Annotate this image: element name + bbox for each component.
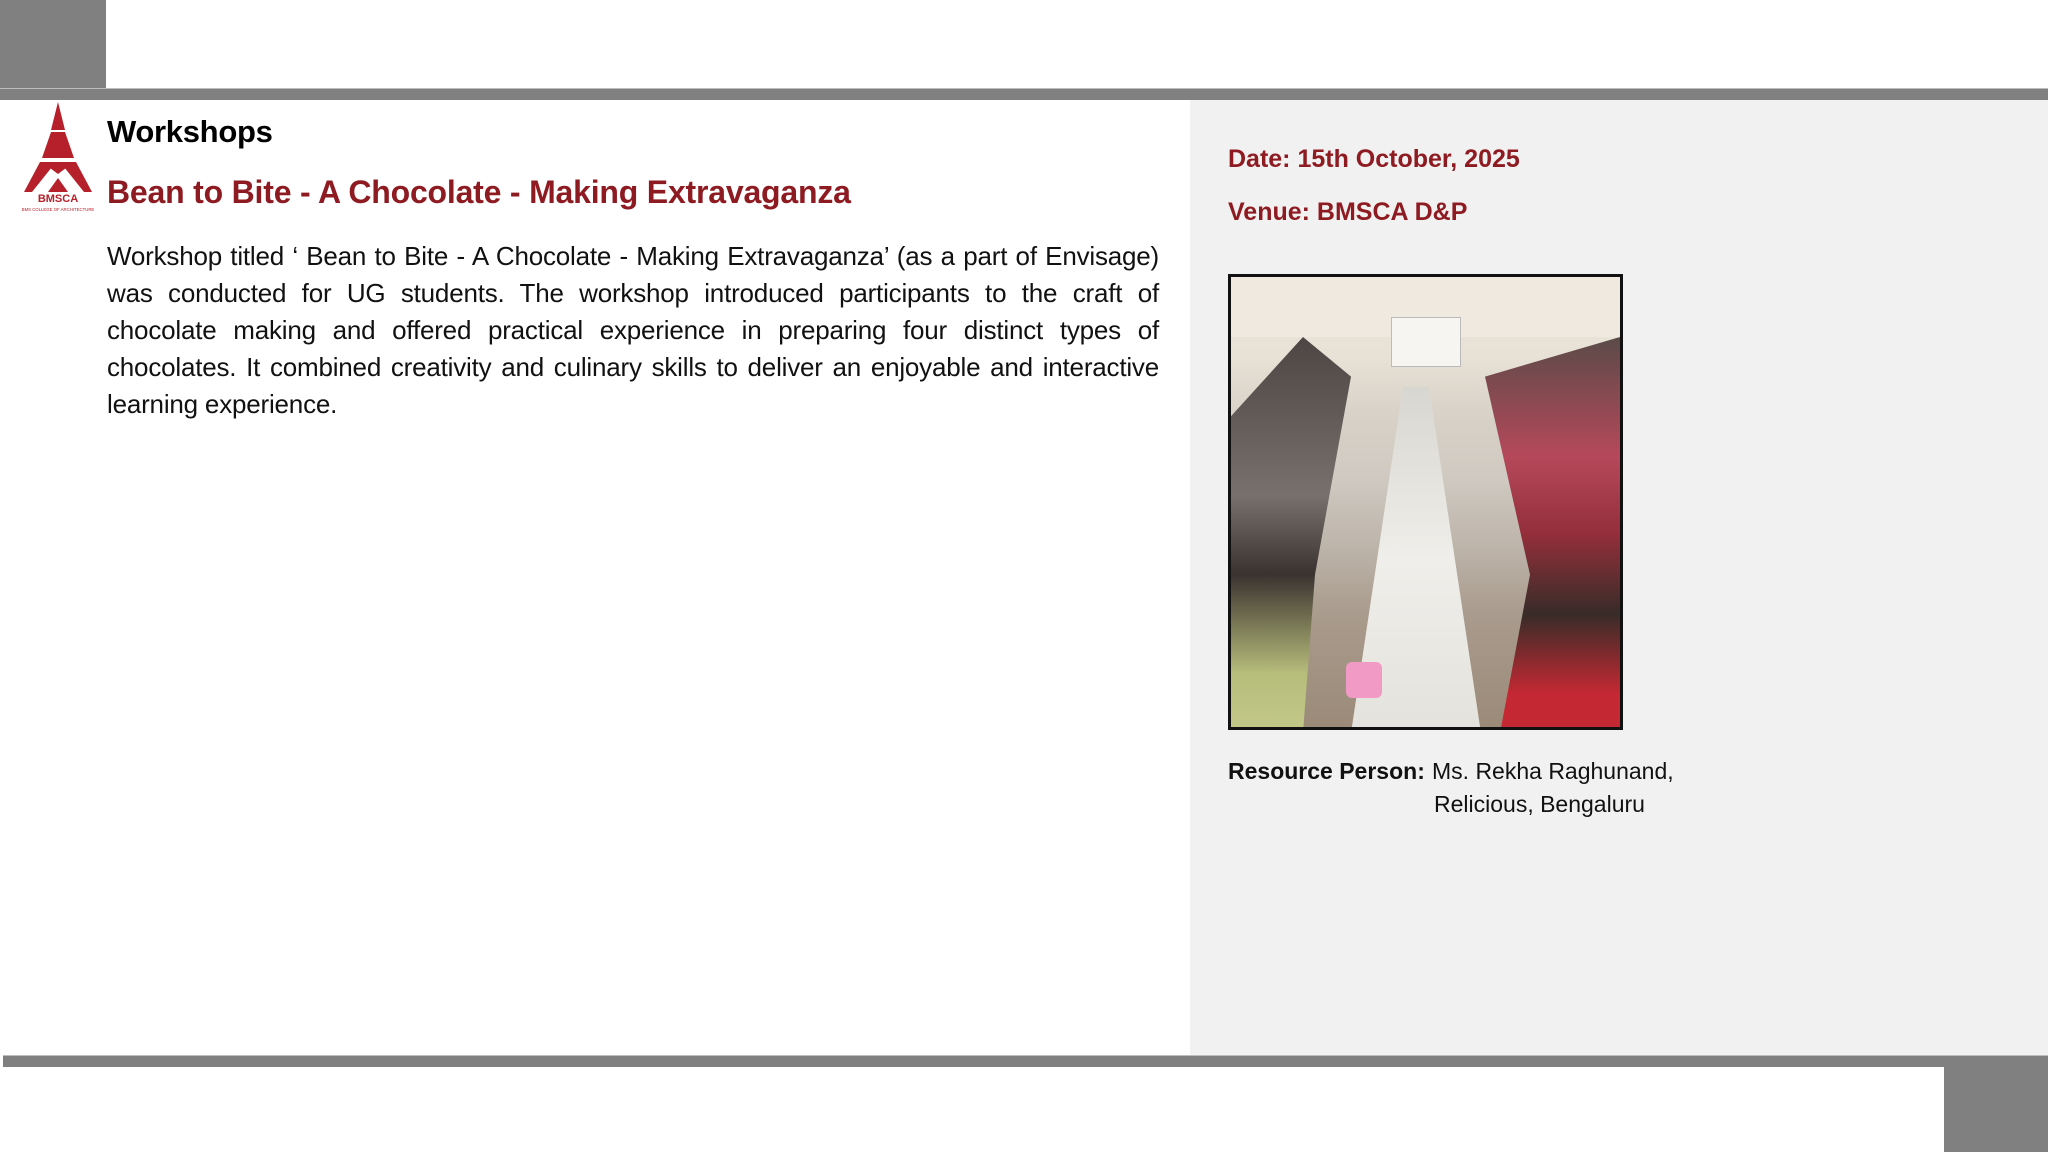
photo-participants-right	[1470, 337, 1620, 730]
photo-container	[1346, 662, 1382, 698]
header-corner-block	[0, 0, 106, 88]
footer-corner-block	[1944, 1067, 2048, 1152]
svg-text:BMS COLLEGE OF ARCHITECTURE: BMS COLLEGE OF ARCHITECTURE	[21, 207, 95, 212]
svg-text:BMSCA: BMSCA	[37, 193, 79, 205]
resource-person-organization: Relicious, Bengaluru	[1434, 791, 1645, 817]
event-date: Date: 15th October, 2025	[1228, 145, 1520, 173]
workshop-title: Bean to Bite - A Chocolate - Making Extravaganza	[107, 174, 851, 210]
resource-person-label: Resource Person:	[1228, 758, 1425, 784]
footer-bar	[3, 1055, 2048, 1067]
resource-person-name: Ms. Rekha Raghunand,	[1432, 758, 1674, 784]
workshop-photo	[1228, 274, 1623, 730]
photo-projector-screen	[1391, 317, 1461, 367]
header-bar	[0, 88, 2048, 100]
event-venue: Venue: BMSCA D&P	[1228, 198, 1468, 226]
bmsca-logo	[20, 100, 96, 214]
workshop-description: Workshop titled ‘ Bean to Bite - A Chocolate - Making Extravaganza’ (as a part of Envisage) was conducted for UG students. The workshop introduced participants to the craft of chocolate making and offered practical experience in preparing four distinct types of chocolates. It combined creativity and culinary skills to deliver an enjoyable and interactive learning experience.	[107, 241, 1159, 419]
resource-person	[1228, 755, 1674, 821]
photo-participants-left	[1231, 337, 1351, 730]
tower-logo-icon	[20, 100, 96, 214]
section-heading: Workshops	[107, 114, 273, 149]
